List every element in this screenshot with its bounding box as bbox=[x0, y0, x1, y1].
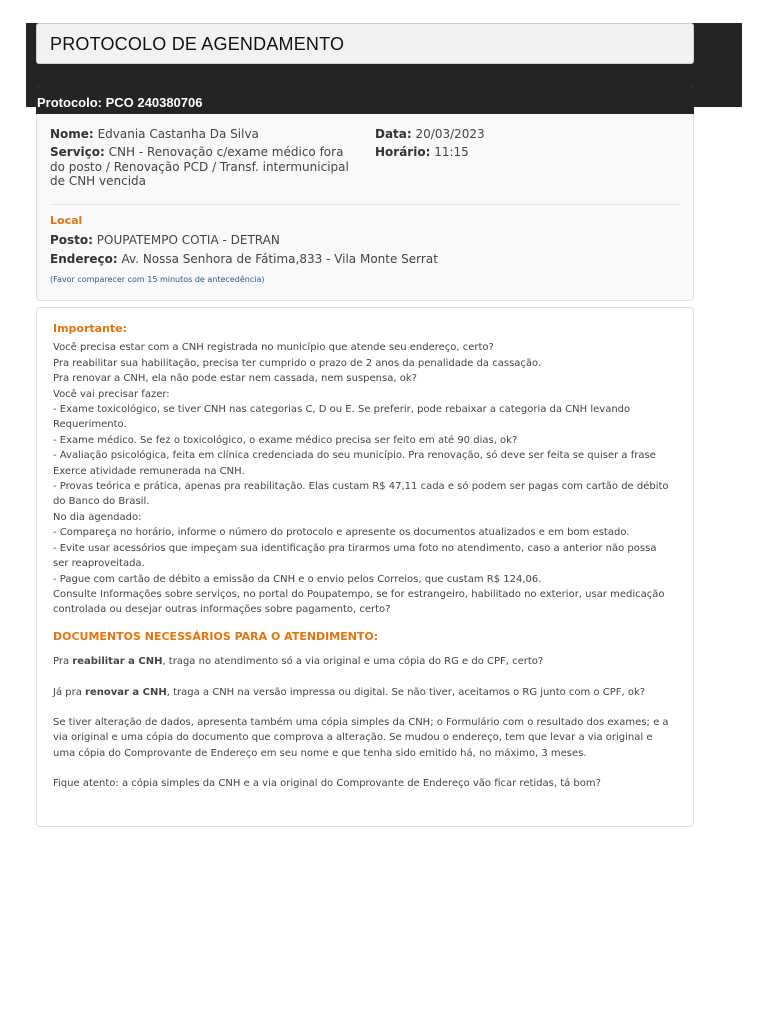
protocol-card bbox=[36, 86, 694, 301]
horario-value: 11:15 bbox=[434, 145, 469, 159]
servico-value: CNH - Renovação c/exame médico fora do posto / Renovação PCD / Transf. intermunicipal de CNH vencida bbox=[50, 145, 349, 188]
protocol-label: Protocolo: bbox=[37, 95, 102, 110]
important-line: Você vai precisar fazer: bbox=[53, 388, 170, 400]
important-list bbox=[53, 340, 675, 625]
data-label: Data: bbox=[375, 127, 412, 141]
local-title: Local bbox=[50, 214, 83, 227]
important-line: - Provas teórica e prática, apenas pra reabilitação. Elas custam R$ 47,11 cada e só podem ser pagas com cartão de débito do Banco do Brasil. bbox=[53, 481, 669, 508]
important-line: - Exame médico. Se fez o toxicológico, o exame médico precisa ser feito em até 90 dias, ok? bbox=[53, 434, 518, 446]
nome-label: Nome: bbox=[50, 127, 94, 141]
doc-p2-post: , traga a CNH na versão impressa ou digital. Se não tiver, aceitamos o RG junto com o CPF, ok? bbox=[166, 686, 646, 698]
documents-title: DOCUMENTOS NECESSÁRIOS PARA O ATENDIMENTO: bbox=[53, 629, 379, 643]
important-line: No dia agendado: bbox=[53, 511, 142, 523]
doc-p1-bold: reabilitar a CNH bbox=[72, 656, 163, 668]
protocol-number bbox=[37, 95, 202, 110]
protocol-header bbox=[36, 86, 694, 114]
page-title: PROTOCOLO DE AGENDAMENTO bbox=[50, 34, 345, 54]
horario-field bbox=[375, 145, 625, 160]
protocol-value: PCO 240380706 bbox=[105, 95, 203, 110]
doc-p2-pre: Já pra bbox=[53, 686, 86, 698]
divider bbox=[50, 204, 680, 205]
data-value: 20/03/2023 bbox=[415, 127, 485, 141]
important-line: - Avaliação psicológica, feita em clínica credenciada do seu município. Pra renovação, só deve ser feita se quiser a frase Exerce atividade remunerada na CNH. bbox=[53, 450, 656, 477]
data-field bbox=[375, 127, 625, 142]
doc-p2-bold: renovar a CNH bbox=[85, 686, 167, 698]
important-line: - Exame toxicológico, se tiver CNH nas categorias C, D ou E. Se preferir, pode rebaixar a categoria da CNH levando Requerimento. bbox=[53, 404, 631, 431]
endereco-value: Av. Nossa Senhora de Fátima,833 - Vila Monte Serrat bbox=[121, 252, 438, 266]
page-title-box bbox=[36, 23, 694, 64]
endereco-label: Endereço: bbox=[50, 252, 118, 266]
nome-value: Edvania Castanha Da Silva bbox=[97, 127, 259, 141]
important-line: Pra renovar a CNH, ela não pode estar nem cassada, nem suspensa, ok? bbox=[53, 373, 417, 385]
info-card bbox=[36, 307, 694, 827]
important-line: - Compareça no horário, informe o número do protocolo e apresente os documentos atualizados e em bom estado. bbox=[53, 527, 630, 539]
important-line: Pra reabilitar sua habilitação, precisa ter cumprido o prazo de 2 anos da penalidade da cassação. bbox=[53, 357, 542, 369]
doc-paragraph-atento: Fique atento: a cópia simples da CNH e a via original do Comprovante de Endereço vão ficar retidas, tá bom? bbox=[53, 778, 601, 790]
important-line: Consulte Informações sobre serviços, no portal do Poupatempo, se for estrangeiro, habilitado no exterior, usar medicação controlada ou desejar outras informações sobre pagamento, certo? bbox=[53, 588, 665, 616]
posto-label: Posto: bbox=[50, 233, 93, 247]
servico-label: Serviço: bbox=[50, 145, 105, 159]
doc-paragraph-renovar bbox=[53, 685, 675, 700]
arrival-note: (Favor comparecer com 15 minutos de antecedência) bbox=[50, 275, 265, 284]
doc-p1-pre: Pra bbox=[53, 656, 73, 668]
nome-field bbox=[50, 127, 360, 142]
posto-field bbox=[50, 233, 670, 248]
important-line: - Pague com cartão de débito a emissão da CNH e o envio pelos Correios, que custam R$ 124,06. bbox=[53, 573, 542, 585]
info-content bbox=[53, 321, 675, 792]
doc-paragraph-alteracao: Se tiver alteração de dados, apresenta também uma cópia simples da CNH; o Formulário com o resultado dos exames; e a via original e uma cópia do documento que comprova a alteração. Se mudou o endereço, tem que levar a via original e uma cópia do Comprovante de Endereço em seu nome e que tenha sido emitido há, no máximo, 3 meses. bbox=[53, 716, 669, 759]
important-title: Importante: bbox=[53, 322, 128, 335]
servico-field bbox=[50, 145, 360, 189]
posto-value: POUPATEMPO COTIA - DETRAN bbox=[96, 233, 280, 247]
horario-label: Horário: bbox=[375, 145, 431, 159]
endereco-field bbox=[50, 252, 670, 267]
important-line: Você precisa estar com a CNH registrada no município que atende seu endereço, certo? bbox=[53, 342, 494, 354]
doc-paragraph-reabilitar bbox=[53, 654, 675, 669]
important-line: - Evite usar acessórios que impeçam sua identificação pra tirarmos uma foto no atendimento, caso a anterior não possa ser reaproveitada. bbox=[53, 542, 657, 570]
doc-p1-post: , traga no atendimento só a via original e uma cópia do RG e do CPF, certo? bbox=[162, 656, 544, 668]
